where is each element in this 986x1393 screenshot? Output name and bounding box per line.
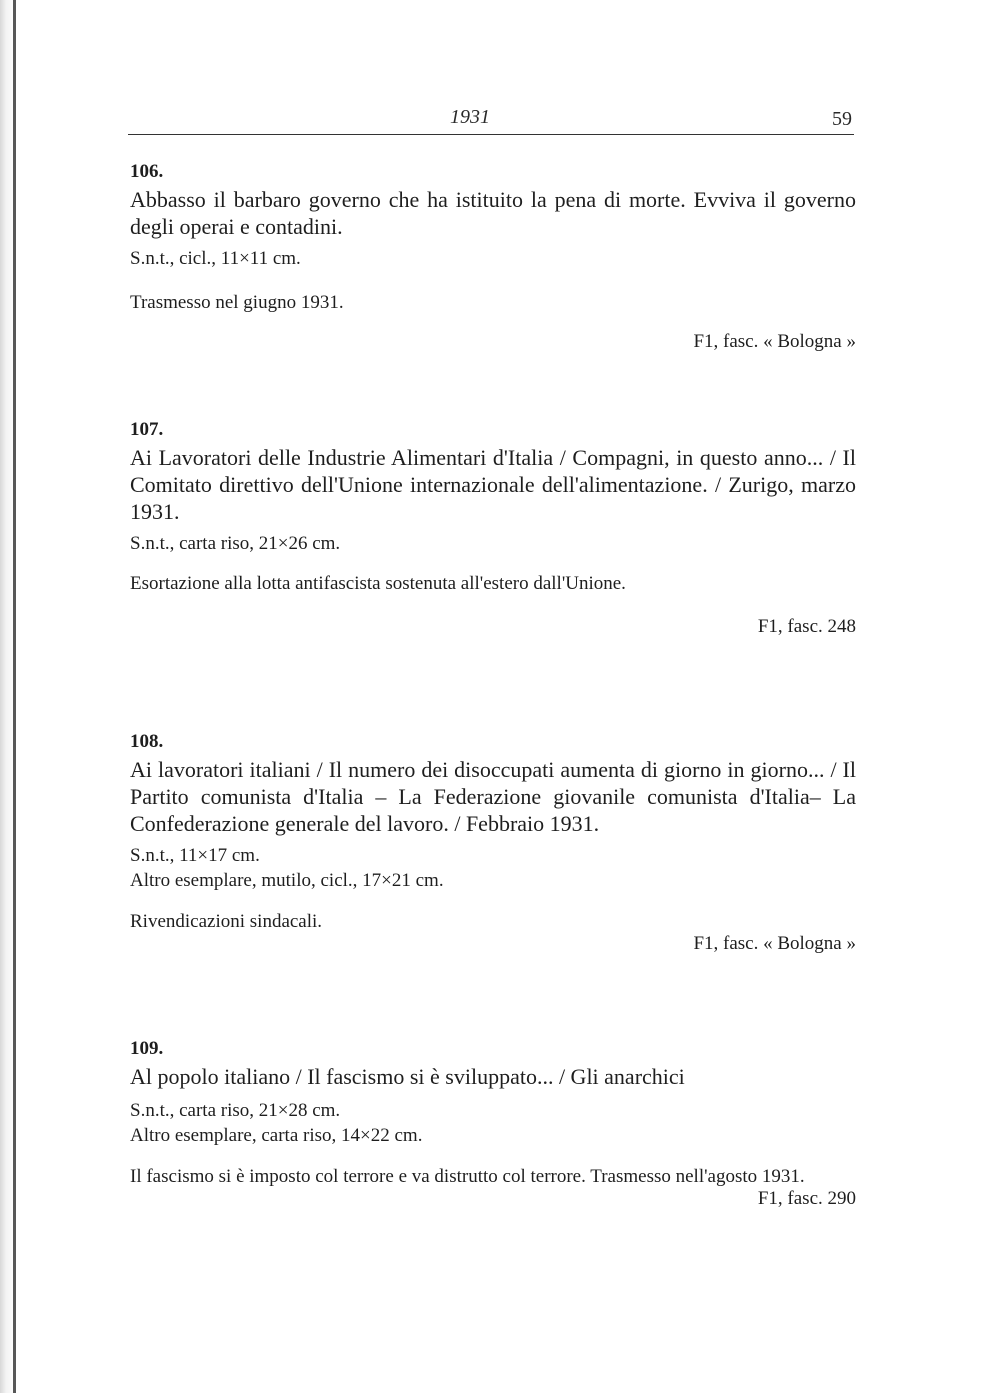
catalog-entry-108 — [130, 730, 856, 956]
entry-format-alt: Altro esemplare, mutilo, cicl., 17×21 cm. — [130, 870, 444, 891]
entry-format: S.n.t., cicl., 11×11 cm. — [130, 248, 301, 269]
entry-source: F1, fasc. « Bologna » — [693, 933, 856, 954]
entry-number: 107. — [130, 419, 164, 440]
catalog-entry-106 — [130, 160, 856, 354]
entry-title: Abbasso il barbaro governo che ha istituito la pena di morte. Evviva il governo degli operai e contadini. — [130, 187, 856, 239]
entry-format: S.n.t., 11×17 cm. — [130, 845, 260, 866]
page-number: 59 — [832, 108, 852, 130]
running-header-year: 1931 — [450, 106, 490, 128]
entry-format: S.n.t., carta riso, 21×26 cm. — [130, 533, 341, 554]
entry-format: S.n.t., carta riso, 21×28 cm. — [130, 1100, 341, 1121]
entry-number: 108. — [130, 731, 164, 752]
entry-description: Esortazione alla lotta antifascista sostenuta all'estero dall'Unione. — [130, 573, 626, 594]
entry-source: F1, fasc. 248 — [757, 616, 856, 637]
binding-line — [13, 0, 16, 1393]
catalog-entry-107 — [130, 418, 856, 639]
entry-format-alt: Altro esemplare, carta riso, 14×22 cm. — [130, 1125, 423, 1146]
catalog-entry-109 — [130, 1037, 856, 1211]
entry-title: Ai lavoratori italiani / Il numero dei disoccupati aumenta di giorno in giorno... / Il Partito comunista d'Italia – La Federazione giovanile comunista d'Italia– La Confederazione generale del lavoro. / Febbraio 1931. — [130, 757, 856, 836]
entry-number: 109. — [130, 1038, 164, 1059]
entry-title: Al popolo italiano / Il fascismo si è sviluppato... / Gli anarchici — [130, 1064, 685, 1089]
entry-description: Rivendicazioni sindacali. — [130, 911, 323, 932]
entry-source: F1, fasc. 290 — [757, 1188, 856, 1209]
entry-description: Il fascismo si è imposto col terrore e va distrutto col terrore. Trasmesso nell'agosto 1931. — [130, 1166, 805, 1187]
entry-number: 106. — [130, 161, 164, 182]
header-rule — [128, 134, 854, 135]
entry-source: F1, fasc. « Bologna » — [693, 331, 856, 352]
entry-description: Trasmesso nel giugno 1931. — [130, 292, 344, 313]
entry-title: Ai Lavoratori delle Industrie Alimentari d'Italia / Compagni, in questo anno... / Il Comitato direttivo dell'Unione internazionale dell'alimentazione. / Zurigo, marzo 1931. — [130, 445, 856, 524]
